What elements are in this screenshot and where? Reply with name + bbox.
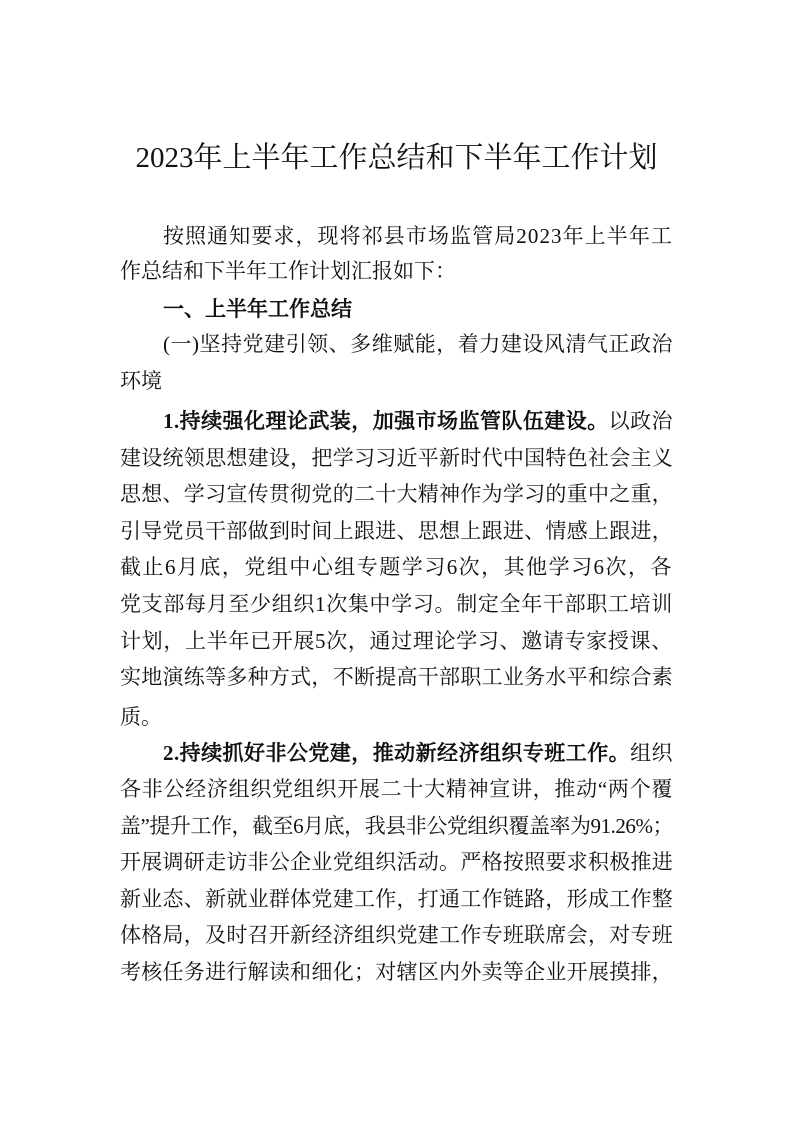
bold-heading: 一、上半年工作总结	[163, 297, 352, 321]
document-title: 2023年上半年工作总结和下半年工作计划	[135, 142, 658, 174]
line-text: 计划，上半年已开展5次，通过理论学习、邀请专家授课、	[120, 629, 673, 653]
text-line	[120, 367, 162, 395]
text-line	[163, 222, 673, 250]
text-line	[120, 921, 673, 949]
text-line	[120, 590, 673, 618]
text-line	[120, 775, 673, 803]
line-text: 引导党员干部做到时间上跟进、思想上跟进、情感上跟进，	[120, 519, 674, 543]
line-text: 思想、学习宣传贯彻党的二十大精神作为学习的重中之重，	[120, 482, 674, 506]
line-text: 按照通知要求，现将祁县市场监管局2023年上半年工	[163, 224, 673, 248]
line-text: 开展调研走访非公企业党组织活动。严格按照要求积极推进	[120, 850, 674, 874]
text-line	[120, 663, 673, 691]
line-text: 质。	[120, 705, 162, 729]
text-line	[163, 739, 673, 767]
text-line	[120, 958, 673, 986]
line-text: 建设统领思想建设，把学习习近平新时代中国特色社会主义	[120, 446, 674, 470]
text-line	[120, 517, 673, 545]
text-line	[120, 812, 673, 840]
text-line	[163, 295, 352, 323]
bold-heading: 2.持续抓好非公党建，推动新经济组织专班工作。	[163, 741, 631, 765]
text-line	[120, 703, 162, 731]
line-text: 各非公经济组织党组织开展二十大精神宣讲，推动“两个覆	[120, 777, 674, 801]
line-text: 党支部每月至少组织1次集中学习。制定全年干部职工培训	[120, 592, 673, 616]
line-text: 考核任务进行解读和细化；对辖区内外卖等企业开展摸排，	[120, 960, 674, 984]
text-line	[120, 444, 673, 472]
line-text: 作总结和下半年工作计划汇报如下：	[120, 259, 456, 283]
text-line	[120, 480, 673, 508]
line-text: 实地演练等多种方式，不断提高干部职工业务水平和综合素	[120, 665, 674, 689]
line-text: 盖”提升工作，截至6月底，我县非公党组织覆盖率为91.26%；	[120, 814, 673, 838]
bold-heading: 1.持续强化理论武装，加强市场监管队伍建设。	[163, 409, 609, 433]
text-line	[163, 330, 673, 358]
line-text: 以政治	[608, 409, 674, 433]
text-line	[120, 553, 673, 581]
text-line	[120, 257, 456, 285]
line-text: 截止6月底，党组中心组专题学习6次，其他学习6次，各	[120, 555, 673, 579]
line-text: 组织	[630, 741, 674, 765]
text-line	[120, 885, 673, 913]
line-text: 体格局，及时召开新经济组织党建工作专班联席会，对专班	[120, 923, 674, 947]
line-text: 新业态、新就业群体党建工作，打通工作链路，形成工作整	[120, 887, 674, 911]
text-line	[120, 848, 673, 876]
line-text: 环境	[120, 369, 162, 393]
text-line	[163, 407, 673, 435]
line-text: (一)坚持党建引领、多维赋能，着力建设风清气正政治	[163, 332, 673, 356]
text-line	[120, 627, 673, 655]
